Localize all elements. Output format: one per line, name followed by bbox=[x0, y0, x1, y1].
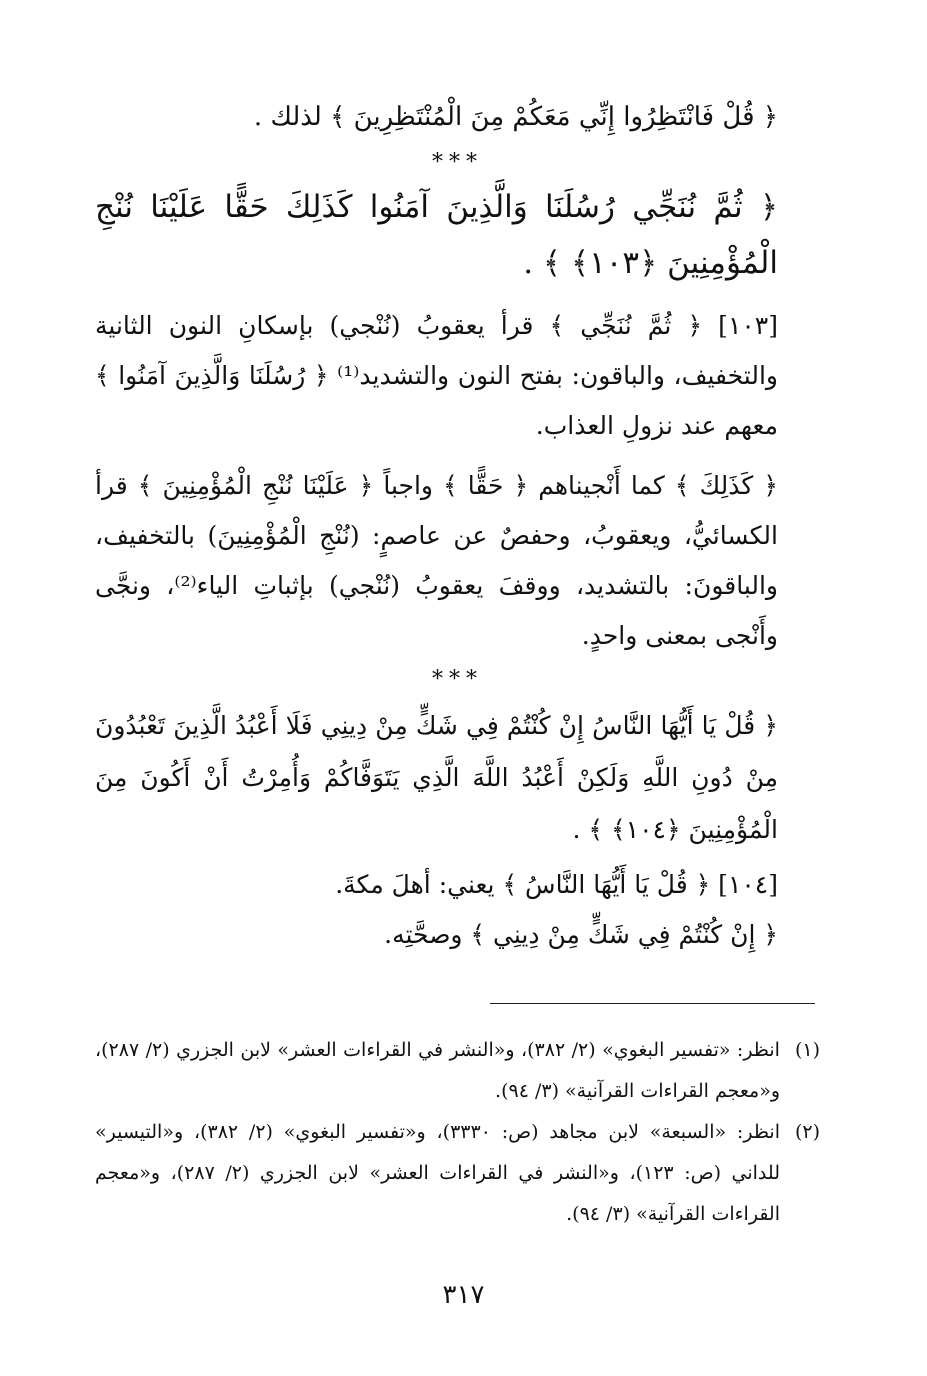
verse-line-intro: ﴿ قُلْ فَانْتَظِرُوا إِنِّي مَعَكُمْ مِنَ الْمُنْتَظِرِينَ ﴾ لذلك . bbox=[253, 102, 778, 132]
commentary-103: [١٠٣] ﴿ ثُمَّ نُنَجِّي ﴾ قرأ يعقوبُ (نُنْجي) بإسكانِ النون الثانية والتخفيف، والباقون: بفتح النون والتشديد⁽¹⁾ ﴿ رُسُلَنَا وَالَّذِينَ آمَنُوا ﴾ معهم عند نزولِ العذاب. bbox=[95, 311, 778, 440]
footnote-number: (١) bbox=[794, 1039, 820, 1061]
footnote-number: (٢) bbox=[794, 1121, 820, 1143]
commentary-kadhalika: ﴿ كَذَلِكَ ﴾ كما أَنْجيناهم ﴿ حَقًّا ﴾ واجباً ﴿ عَلَيْنَا نُنْجِ الْمُؤْمِنِينَ ﴾ قرأ الكسائيُّ، ويعقوبُ، وحفصٌ عن عاصمٍ: (نُنْجِ الْمُؤْمِنِينَ) بالتخفيف، والباقونَ: بالتشديد، ووقفَ يعقوبُ (نُنْجي) بإثباتِ الياء⁽²⁾، ونجَّى وأَنْجى بمعنى واحدٍ. bbox=[95, 471, 778, 650]
footnote-divider bbox=[490, 1003, 815, 1004]
page-body bbox=[95, 90, 820, 960]
section-separator: *** bbox=[432, 150, 483, 175]
section-separator: *** bbox=[432, 667, 483, 692]
footnote-2 bbox=[95, 1112, 820, 1235]
verse-104: ﴿ قُلْ يَا أَيُّهَا النَّاسُ إِنْ كُنْتُمْ فِي شَكٍّ مِنْ دِينِي فَلَا أَعْبُدُ الَّذِينَ تَعْبُدُونَ مِنْ دُونِ اللَّهِ وَلَكِنْ أَعْبُدُ اللَّهَ الَّذِي يَتَوَفَّاكُمْ وَأُمِرْتُ أَنْ أَكُونَ مِنَ الْمُؤْمِنِينَ ﴿١٠٤﴾ ﴾ . bbox=[95, 711, 778, 844]
commentary-104-a: [١٠٤] ﴿ قُلْ يَا أَيُّهَا النَّاسُ ﴾ يعني: أهلَ مكةَ. bbox=[335, 870, 778, 899]
footnote-text: انظر: «السبعة» لابن مجاهد (ص: ٣٣٣٠)، و«تفسير البغوي» (٢/ ٣٨٢)، و«التيسير» للداني (ص: ١٢٣)، و«النشر في القراءات العشر» لابن الجزري (٢/ ٢٨٧)، و«معجم القراءات القرآنية» (٣/ ٩٤). bbox=[95, 1121, 780, 1225]
page-number: ٣١٧ bbox=[442, 1280, 485, 1310]
footnote-1 bbox=[95, 1030, 820, 1112]
footnotes bbox=[95, 1030, 820, 1235]
verse-103: ﴿ ثُمَّ نُنَجِّي رُسُلَنَا وَالَّذِينَ آمَنُوا كَذَلِكَ حَقًّا عَلَيْنَا نُنْجِ الْمُؤْمِنِينَ ﴿١٠٣﴾ ﴾ . bbox=[95, 189, 778, 281]
footnote-text: انظر: «تفسير البغوي» (٢/ ٣٨٢)، و«النشر في القراءات العشر» لابن الجزري (٢/ ٢٨٧)، و«معجم القراءات القرآنية» (٣/ ٩٤). bbox=[95, 1039, 780, 1102]
commentary-104-b: ﴿ إِنْ كُنْتُمْ فِي شَكٍّ مِنْ دِينِي ﴾ وصحَّتِه. bbox=[384, 920, 778, 949]
